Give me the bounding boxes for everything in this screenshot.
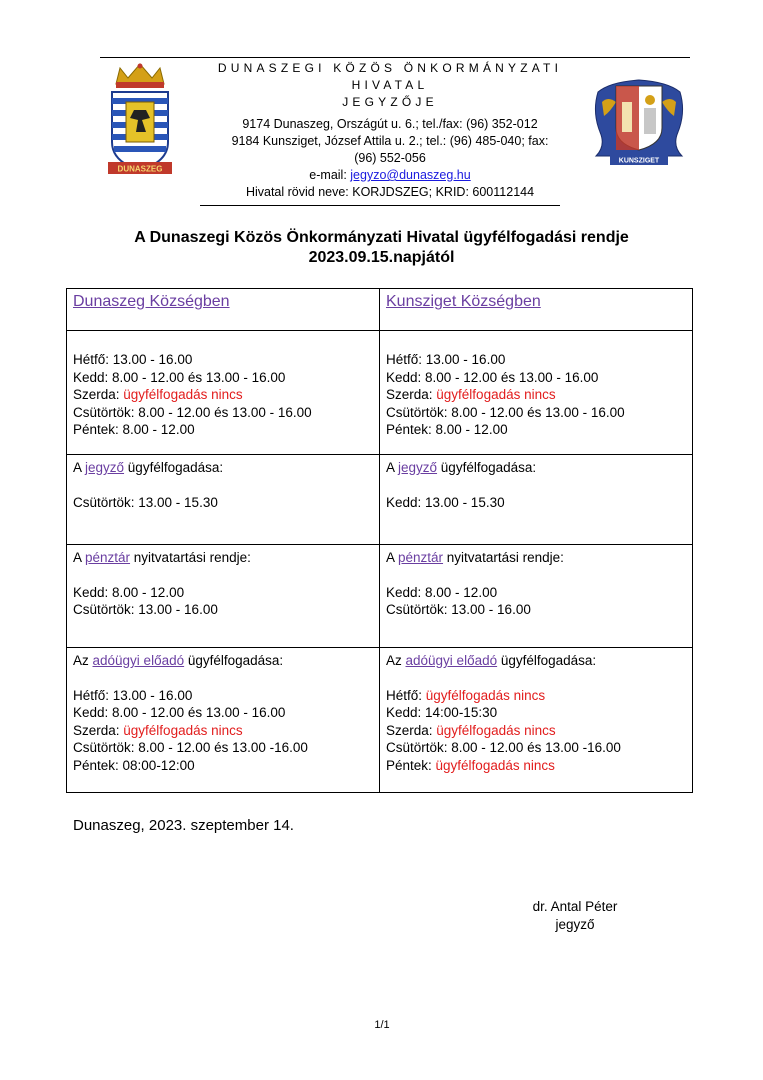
- table-row-general-hours: [67, 331, 693, 455]
- heading-prefix: A: [386, 550, 399, 565]
- hours-line: [386, 722, 686, 740]
- email-label: e-mail:: [309, 168, 351, 182]
- cashier-link[interactable]: pénztár: [398, 550, 444, 565]
- kunsziget-tax-hours: [380, 648, 693, 793]
- address-dunaszeg: 9174 Dunaszeg, Országút u. 6.; tel./fax: (96) 352-012: [242, 117, 538, 131]
- hours-line: Kedd: 8.00 - 12.00: [386, 584, 498, 600]
- closed-notice: ügyfélfogadás nincs: [436, 387, 556, 402]
- section-heading: [73, 652, 373, 670]
- hours-line: Kedd: 8.00 - 12.00 és 13.00 - 16.00: [73, 705, 286, 720]
- heading-suffix: nyitvatartási rendje:: [443, 550, 564, 565]
- address-fax: (96) 552-056: [354, 151, 426, 165]
- hours-line: Kedd: 14:00-15:30: [386, 705, 498, 720]
- heading-prefix: Az: [73, 653, 93, 668]
- closed-notice: ügyfélfogadás nincs: [123, 722, 243, 738]
- day-label: Szerda:: [386, 387, 437, 402]
- dunaszeg-general-hours: [67, 331, 380, 455]
- hours-line: [386, 687, 686, 705]
- day-label: Szerda:: [73, 387, 124, 402]
- address-kunsziget: 9184 Kunsziget, József Attila u. 2.; tel.: (96) 485-040; fax:: [231, 134, 549, 148]
- tax-officer-link[interactable]: adóügyi előadó: [92, 653, 185, 668]
- office-name-line2: HIVATAL: [351, 78, 429, 92]
- closed-notice: ügyfélfogadás nincs: [436, 722, 556, 738]
- dunaszeg-tax-hours: [67, 648, 380, 793]
- hours-line: Csütörtök: 8.00 - 12.00 és 13.00 - 16.00: [386, 404, 625, 420]
- signer-name: dr. Antal Péter: [532, 899, 618, 914]
- hours-line: Péntek: 8.00 - 12.00: [386, 422, 508, 437]
- header-top-rule: [100, 57, 690, 58]
- section-heading: [386, 652, 686, 670]
- page-number: 1/1: [374, 1019, 390, 1031]
- notary-link[interactable]: jegyző: [85, 460, 125, 475]
- signature-block: [520, 898, 630, 934]
- closed-notice: ügyfélfogadás nincs: [425, 687, 546, 703]
- kunsziget-notary-hours: [380, 455, 693, 545]
- hours-line: [73, 722, 373, 740]
- dunaszeg-crest-logo: [106, 62, 174, 180]
- hours-line: Csütörtök: 13.00 - 15.30: [73, 494, 218, 510]
- email-link[interactable]: jegyzo@dunaszeg.hu: [350, 168, 471, 182]
- col-header-kunsziget: [380, 289, 693, 331]
- section-heading: [386, 459, 686, 477]
- heading-suffix: ügyfélfogadása:: [437, 460, 537, 475]
- day-label: Péntek:: [386, 757, 436, 773]
- title-line1: A Dunaszegi Közös Önkormányzati Hivatal ügyfélfogadási rendje: [134, 229, 629, 246]
- hours-line: Hétfő: 13.00 - 16.00: [386, 352, 506, 367]
- hours-line: [386, 386, 686, 404]
- notary-link[interactable]: jegyző: [398, 460, 438, 475]
- heading-suffix: ügyfélfogadása:: [124, 460, 224, 475]
- hours-line: Csütörtök: 8.00 - 12.00 és 13.00 -16.00: [386, 740, 621, 755]
- hours-line: Csütörtök: 8.00 - 12.00 és 13.00 - 16.00: [73, 404, 312, 420]
- hours-line: Péntek: 08:00-12:00: [73, 757, 195, 773]
- crown-icon: [116, 64, 164, 89]
- heading-prefix: A: [73, 460, 86, 475]
- table-row-headers: [67, 289, 693, 331]
- office-name-line3: JEGYZŐJE: [342, 95, 438, 109]
- hours-line: [73, 386, 373, 404]
- heading-prefix: A: [386, 460, 399, 475]
- hours-line: Kedd: 8.00 - 12.00 és 13.00 - 16.00: [386, 369, 599, 385]
- date-line: Dunaszeg, 2023. szeptember 14.: [73, 817, 294, 834]
- table-row-cashier: [67, 545, 693, 648]
- kunsziget-header-text: Kunsziget Községben: [386, 293, 541, 310]
- hours-line: Kedd: 8.00 - 12.00: [73, 584, 185, 600]
- day-label: Szerda:: [386, 722, 437, 738]
- heading-prefix: A: [73, 550, 86, 565]
- cashier-link[interactable]: pénztár: [85, 550, 131, 565]
- day-label: Szerda:: [73, 722, 124, 738]
- heading-suffix: ügyfélfogadása:: [184, 653, 284, 668]
- dunaszeg-cashier-hours: [67, 545, 380, 648]
- table-row-notary: [67, 455, 693, 545]
- hours-line: Hétfő: 13.00 - 16.00: [73, 687, 193, 703]
- hours-line: Csütörtök: 13.00 - 16.00: [73, 602, 218, 617]
- crest-right-text: KUNSZIGET: [618, 157, 660, 165]
- col-header-dunaszeg: [67, 289, 380, 331]
- hours-line: Csütörtök: 13.00 - 16.00: [386, 602, 531, 617]
- heading-prefix: Az: [386, 653, 406, 668]
- schedule-table: [66, 288, 693, 793]
- kunsziget-crest-logo: [588, 72, 690, 168]
- title-line2: 2023.09.15.napjától: [308, 249, 455, 266]
- closed-notice: ügyfélfogadás nincs: [435, 757, 555, 773]
- section-heading: [73, 549, 373, 567]
- dunaszeg-header-text: Dunaszeg Községben: [73, 293, 230, 310]
- section-heading: [73, 459, 373, 477]
- crest-left-text: DUNASZEG: [117, 164, 163, 174]
- table-row-tax-officer: [67, 648, 693, 793]
- tax-officer-link[interactable]: adóügyi előadó: [405, 653, 498, 668]
- email-line: [190, 167, 590, 184]
- kunsziget-cashier-hours: [380, 545, 693, 648]
- hours-line: [386, 757, 686, 775]
- hours-line: Hétfő: 13.00 - 16.00: [73, 352, 193, 367]
- day-label: Hétfő:: [386, 687, 426, 703]
- signer-title: jegyző: [555, 917, 595, 932]
- heading-suffix: nyitvatartási rendje:: [130, 550, 251, 565]
- dunaszeg-notary-hours: [67, 455, 380, 545]
- hours-line: Péntek: 8.00 - 12.00: [73, 422, 195, 437]
- hours-line: Csütörtök: 8.00 - 12.00 és 13.00 -16.00: [73, 740, 308, 755]
- document-title: [60, 228, 703, 268]
- closed-notice: ügyfélfogadás nincs: [123, 387, 243, 402]
- header-info: [190, 60, 590, 201]
- hours-line: Kedd: 13.00 - 15.30: [386, 494, 505, 510]
- hours-line: Kedd: 8.00 - 12.00 és 13.00 - 16.00: [73, 369, 286, 385]
- heading-suffix: ügyfélfogadása:: [497, 653, 597, 668]
- office-name-line1: DUNASZEGI KÖZÖS ÖNKORMÁNYZATI: [217, 61, 563, 75]
- header-bottom-rule: [200, 205, 560, 206]
- kunsziget-general-hours: [380, 331, 693, 455]
- short-name-line: Hivatal rövid neve: KORJDSZEG; KRID: 600112144: [245, 185, 535, 199]
- section-heading: [386, 549, 686, 567]
